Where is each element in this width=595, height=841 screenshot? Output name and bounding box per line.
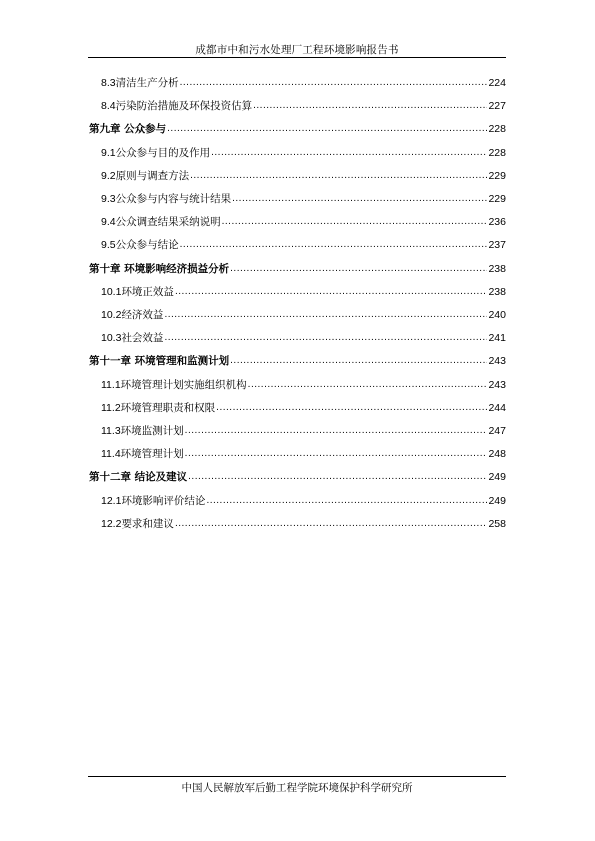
toc-section-entry[interactable] [89, 97, 506, 113]
toc-entry-number: 11.3 [101, 425, 121, 437]
toc-entry-page-number: 249 [488, 471, 506, 484]
toc-entry-page-number: 229 [488, 193, 506, 205]
toc-entry-title: 环境管理职责和权限 [120, 401, 216, 414]
toc-entry-title: 环境监测计划 [120, 425, 184, 437]
toc-entry-number: 9.5 [101, 239, 116, 252]
toc-dot-leader [216, 401, 487, 415]
toc-section-entry[interactable] [89, 190, 506, 206]
toc-dot-leader [230, 262, 487, 276]
toc-entry-page-number: 236 [488, 216, 506, 229]
toc-dot-leader [222, 215, 488, 229]
toc-section-entry[interactable] [89, 329, 506, 345]
toc-dot-leader [164, 308, 487, 322]
toc-section-entry[interactable] [89, 167, 506, 183]
toc-entry-title: 公众调查结果采纳说明 [115, 216, 221, 229]
toc-entry-page-number: 228 [488, 146, 506, 159]
toc-entry-number: 8.3 [101, 77, 116, 89]
toc-dot-leader [180, 238, 488, 252]
toc-dot-leader [167, 122, 487, 136]
toc-chapter-entry[interactable] [89, 352, 506, 368]
toc-dot-leader [175, 517, 488, 531]
toc-entry-title: 要求和建议 [121, 517, 174, 530]
toc-entry-title: 环境正效益 [121, 285, 174, 298]
toc-section-entry[interactable] [89, 376, 506, 392]
toc-entry-page-number: 249 [488, 494, 506, 507]
toc-entry-title: 清洁生产分析 [115, 77, 179, 89]
toc-section-entry[interactable] [89, 492, 506, 508]
toc-entry-title: 公众参与结论 [115, 239, 179, 252]
toc-entry-number: 9.3 [101, 193, 116, 205]
toc-entry-number: 8.4 [101, 100, 116, 113]
toc-entry-number: 11.2 [101, 401, 121, 414]
toc-entry-number: 12.1 [101, 494, 122, 507]
toc-dot-leader [164, 331, 487, 345]
toc-dot-leader [185, 424, 488, 438]
toc-section-entry[interactable] [89, 445, 506, 461]
toc-dot-leader [248, 378, 488, 392]
toc-section-entry[interactable] [89, 399, 506, 415]
toc-dot-leader [230, 354, 487, 368]
page-header: 成都市中和污水处理厂工程环境影响报告书 [195, 44, 399, 56]
toc-entry-title: 环境影响评价结论 [121, 494, 206, 507]
toc-entry-title: 环境管理计划 [120, 448, 184, 461]
toc-entry-title: 原则与调查方法 [115, 169, 190, 182]
toc-entry-number: 9.1 [101, 146, 116, 159]
toc-dot-leader [175, 285, 488, 299]
toc-entry-page-number: 227 [488, 100, 506, 113]
toc-entry-page-number: 241 [488, 332, 506, 345]
toc-entry-title: 第十二章 结论及建议 [89, 471, 188, 484]
toc-dot-leader [206, 494, 487, 508]
toc-dot-leader [211, 146, 487, 160]
toc-entry-number: 11.4 [101, 448, 121, 461]
toc-section-entry[interactable] [89, 515, 506, 531]
toc-entry-page-number: 243 [488, 378, 506, 391]
toc-entry-number: 10.1 [101, 285, 122, 298]
toc-entry-number: 11.1 [101, 378, 121, 391]
toc-entry-page-number: 240 [488, 309, 506, 321]
toc-dot-leader [180, 76, 488, 90]
toc-section-entry[interactable] [89, 236, 506, 252]
toc-section-entry[interactable] [89, 306, 506, 322]
toc-entry-number: 9.2 [101, 169, 116, 182]
toc-entry-title: 环境管理计划实施组织机构 [120, 378, 247, 391]
page-footer: 中国人民解放军后勤工程学院环境保护科学研究所 [181, 782, 413, 794]
toc-entry-page-number: 229 [488, 169, 506, 182]
toc-entry-page-number: 238 [488, 285, 506, 298]
toc-entry-title: 第十一章 环境管理和监测计划 [89, 355, 230, 368]
toc-section-entry[interactable] [89, 74, 506, 90]
footer-divider [88, 776, 506, 777]
toc-entry-page-number: 224 [488, 77, 506, 89]
toc-entry-page-number: 237 [488, 239, 506, 252]
toc-entry-page-number: 247 [488, 425, 506, 437]
toc-entry-page-number: 238 [488, 262, 506, 275]
toc-entry-number: 9.4 [101, 216, 116, 229]
toc-section-entry[interactable] [89, 144, 506, 160]
toc-dot-leader [190, 169, 487, 183]
toc-entry-title: 经济效益 [121, 309, 164, 321]
toc-dot-leader [253, 99, 487, 113]
toc-section-entry[interactable] [89, 283, 506, 299]
toc-dot-leader [232, 192, 487, 206]
toc-entry-title: 第十章 环境影响经济损益分析 [89, 262, 230, 275]
toc-entry-page-number: 228 [488, 123, 506, 136]
toc-entry-title: 污染防治措施及环保投资估算 [115, 100, 253, 113]
toc-entry-title: 公众参与内容与统计结果 [115, 193, 232, 205]
toc-entry-page-number: 244 [488, 401, 506, 414]
toc-entry-title: 社会效益 [121, 332, 164, 345]
toc-dot-leader [188, 470, 487, 484]
toc-chapter-entry[interactable] [89, 260, 506, 276]
toc-entry-page-number: 243 [488, 355, 506, 368]
toc-section-entry[interactable] [89, 422, 506, 438]
toc-entry-number: 10.2 [101, 309, 122, 321]
toc-chapter-entry[interactable] [89, 120, 506, 136]
toc-section-entry[interactable] [89, 213, 506, 229]
toc-entry-page-number: 248 [488, 448, 506, 461]
toc-entry-title: 公众参与目的及作用 [115, 146, 211, 159]
toc-dot-leader [185, 447, 488, 461]
toc-entry-page-number: 258 [488, 517, 506, 530]
toc-entry-number: 10.3 [101, 332, 122, 345]
toc-entry-number: 12.2 [101, 517, 122, 530]
toc-entry-title: 第九章 公众参与 [89, 123, 167, 136]
toc-chapter-entry[interactable] [89, 468, 506, 484]
header-divider [88, 57, 506, 58]
